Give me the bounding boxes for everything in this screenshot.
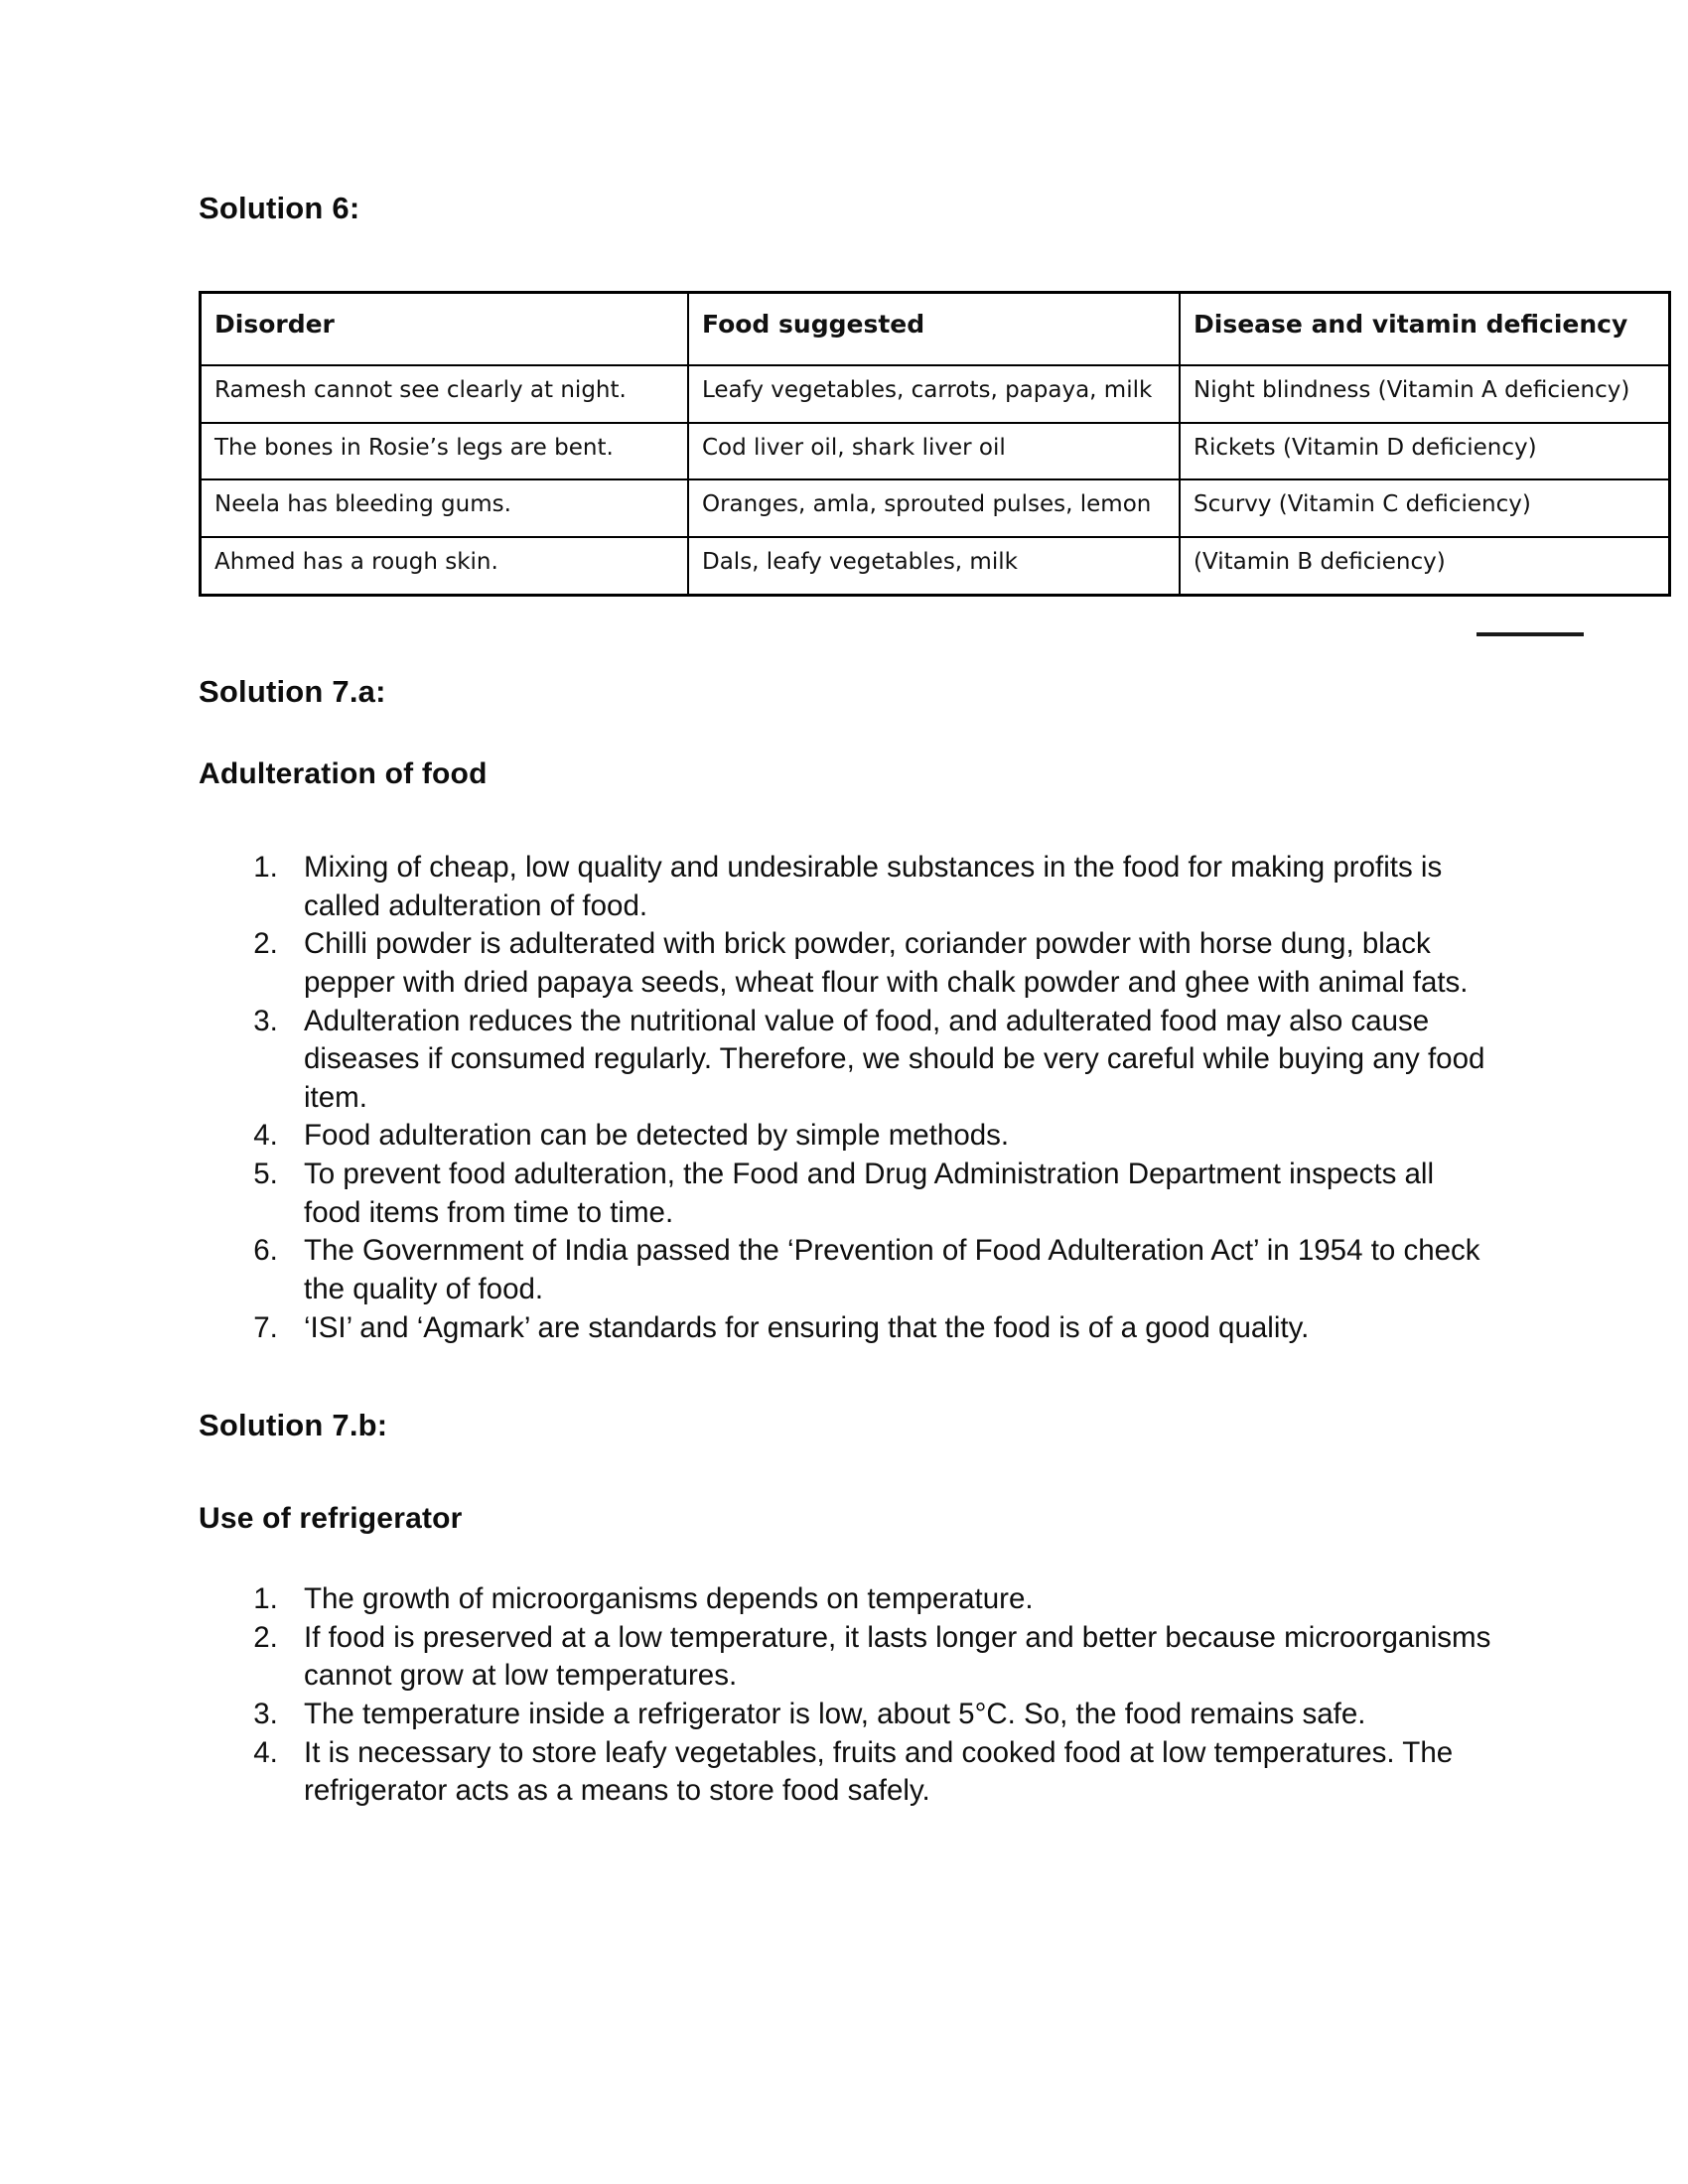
list-item: 7. ‘ISI’ and ‘Agmark’ are standards for ensuring that the food is of a good quality. [286,1309,1497,1348]
cell-food: Dals, leafy vegetables, milk [688,537,1180,595]
list-item: 6. The Government of India passed the ‘Prevention of Food Adulteration Act’ in 1954 to check the quality of food. [286,1232,1497,1308]
cell-disease: Rickets (Vitamin D deficiency) [1180,423,1670,480]
cell-disorder: Ramesh cannot see clearly at night. [201,365,689,423]
cell-disorder: The bones in Rosie’s legs are bent. [201,423,689,480]
heading-solution-7a: Solution 7.a: [199,674,386,709]
list-item: 4. It is necessary to store leafy vegetables, fruits and cooked food at low temperatures. The refrigerator acts as a means to store food safely. [286,1734,1492,1811]
list-item: 1. The growth of microorganisms depends on temperature. [286,1580,1492,1619]
cell-disease: (Vitamin B deficiency) [1180,537,1670,595]
table-row [201,537,1670,595]
heading-solution-7b: Solution 7.b: [199,1408,388,1442]
table-row [201,365,1670,423]
subheading-use-of-refrigerator: Use of refrigerator [199,1502,463,1535]
heading-solution-6: Solution 6: [199,191,360,225]
list-item: 3. Adulteration reduces the nutritional value of food, and adulterated food may also cause diseases if consumed regularly. Therefore, we should be very careful while buying any food item. [286,1003,1497,1118]
cell-food: Cod liver oil, shark liver oil [688,423,1180,480]
column-header-disorder: Disorder [201,293,689,366]
table-body [201,365,1670,595]
cell-disease: Night blindness (Vitamin A deficiency) [1180,365,1670,423]
adulteration-list [211,849,1497,1347]
table-row [201,423,1670,480]
cell-disease: Scurvy (Vitamin C deficiency) [1180,479,1670,537]
column-header-food-suggested: Food suggested [688,293,1180,366]
list-item: 2. If food is preserved at a low temperature, it lasts longer and better because microorganisms cannot grow at low temperatures. [286,1619,1492,1696]
table-header-row [201,293,1670,366]
cell-food: Leafy vegetables, carrots, papaya, milk [688,365,1180,423]
list-item: 3. The temperature inside a refrigerator is low, about 5°C. So, the food remains safe. [286,1696,1492,1734]
column-header-disease-vitamin-deficiency: Disease and vitamin deficiency [1180,293,1670,366]
vitamin-deficiency-table-wrapper [199,291,1630,597]
cell-food: Oranges, amla, sprouted pulses, lemon [688,479,1180,537]
list-item: 4. Food adulteration can be detected by simple methods. [286,1117,1497,1156]
cell-disorder: Neela has bleeding gums. [201,479,689,537]
cell-disorder: Ahmed has a rough skin. [201,537,689,595]
table-row [201,479,1670,537]
list-item: 2. Chilli powder is adulterated with brick powder, coriander powder with horse dung, black pepper with dried papaya seeds, wheat flour with chalk powder and ghee with animal fats. [286,925,1497,1002]
subheading-adulteration-of-food: Adulteration of food [199,757,488,790]
scan-artifact-mark [1477,632,1584,636]
refrigerator-list [211,1580,1492,1811]
list-item: 5. To prevent food adulteration, the Food and Drug Administration Department inspects all food items from time to time. [286,1156,1497,1232]
vitamin-deficiency-table [199,291,1671,597]
table-header [201,293,1670,366]
list-item: 1. Mixing of cheap, low quality and undesirable substances in the food for making profits is called adulteration of food. [286,849,1497,925]
